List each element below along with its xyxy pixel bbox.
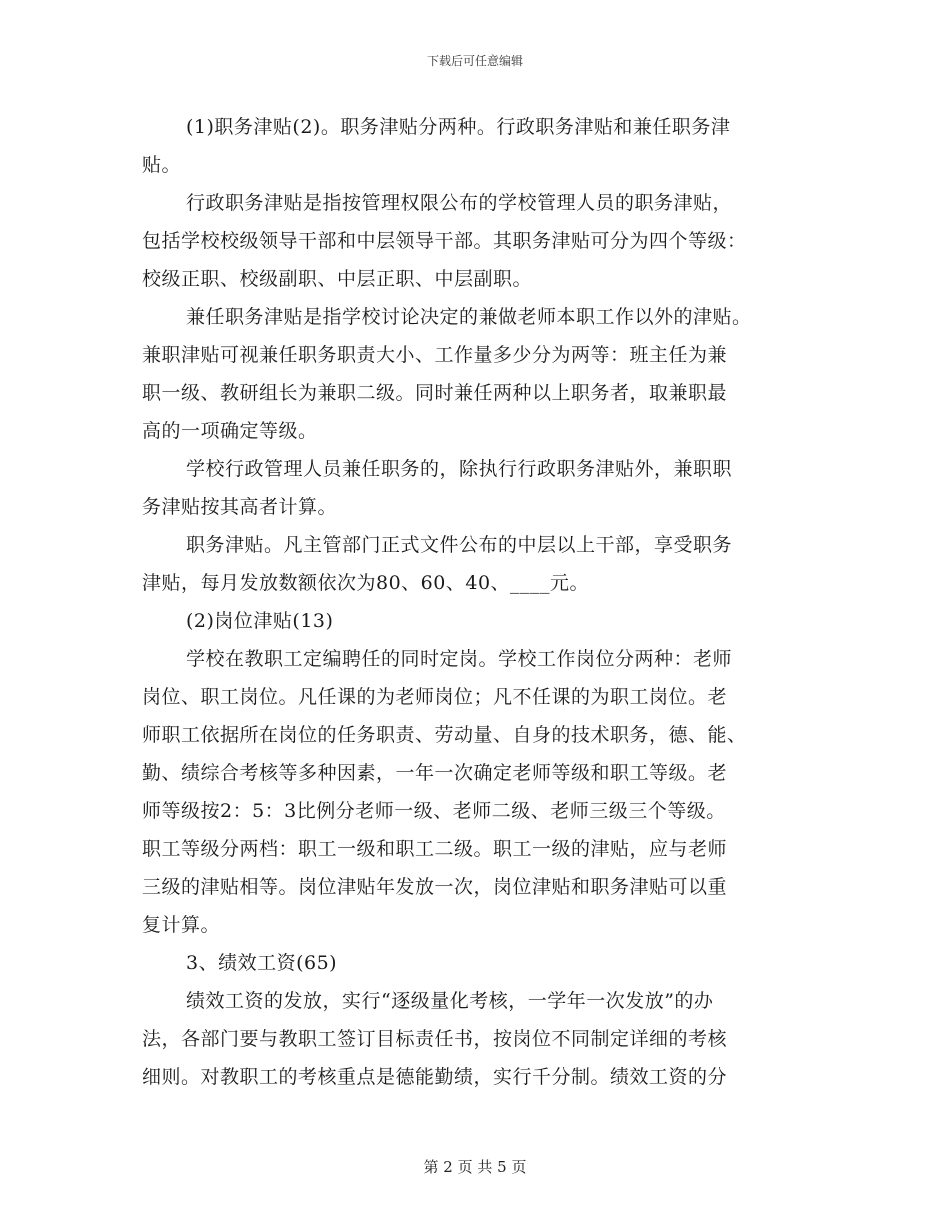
text-line: 岗位、职工岗位。凡任课的为老师岗位；凡不任课的为职工岗位。老 [142,686,728,708]
text-line: (1)职务津贴(2)。职务津贴分两种。行政职务津贴和兼任职务津 [186,116,731,138]
document-body [142,108,812,1096]
text-line: 务津贴按其高者计算。 [142,496,338,518]
text-line: 职务津贴。凡主管部门正式文件公布的中层以上干部，享受职务 [186,534,733,556]
text-line: 贴。 [142,154,182,176]
page-number-footer: 第 2 页 共 5 页 [423,1158,527,1176]
text-line: 兼任职务津贴是指学校讨论决定的兼做老师本职工作以外的津贴。 [186,306,752,328]
text-line: 津贴，每月发放数额依次为80、60、40、____元。 [142,572,590,594]
text-line: 学校行政管理人员兼任职务的，除执行行政职务津贴外，兼职职 [186,458,733,480]
text-line: 勤、绩综合考核等多种因素，一年一次确定老师等级和职工等级。老 [142,762,728,784]
text-line: 绩效工资的发放，实行“逐级量化考核，一学年一次发放”的办 [186,990,714,1012]
text-line: 师职工依据所在岗位的任务职责、劳动量、自身的技术职务，德、能、 [142,724,747,746]
text-line: 高的一项确定等级。 [142,420,318,442]
text-line: 兼职津贴可视兼任职务职责大小、工作量多少分为两等：班主任为兼 [142,344,728,366]
text-line: 职一级、教研组长为兼职二级。同时兼任两种以上职务者，取兼职最 [142,382,728,404]
page-header: 下载后可任意编辑 [426,54,523,68]
text-line: 法，各部门要与教职工签订目标责任书，按岗位不同制定详细的考核 [142,1028,728,1050]
text-line: 复计算。 [142,914,221,936]
text-line: 学校在教职工定编聘任的同时定岗。学校工作岗位分两种：老师 [186,648,733,670]
text-line: 校级正职、校级副职、中层正职、中层副职。 [142,268,533,290]
text-line: 职工等级分两档：职工一级和职工二级。职工一级的津贴，应与老师 [142,838,728,860]
text-line: 师等级按2：5：3比例分老师一级、老师二级、老师三级三个等级。 [142,800,726,822]
text-line: 细则。对教职工的考核重点是德能勤绩，实行千分制。绩效工资的分 [142,1066,728,1088]
text-line: 行政职务津贴是指按管理权限公布的学校管理人员的职务津贴， [186,192,733,214]
text-line: (2)岗位津贴(13) [186,610,334,632]
text-line: 包括学校校级领导干部和中层领导干部。其职务津贴可分为四个等级： [142,230,747,252]
text-line: 3、绩效工资(65) [186,952,338,974]
text-line: 三级的津贴相等。岗位津贴年发放一次，岗位津贴和职务津贴可以重 [142,876,728,898]
